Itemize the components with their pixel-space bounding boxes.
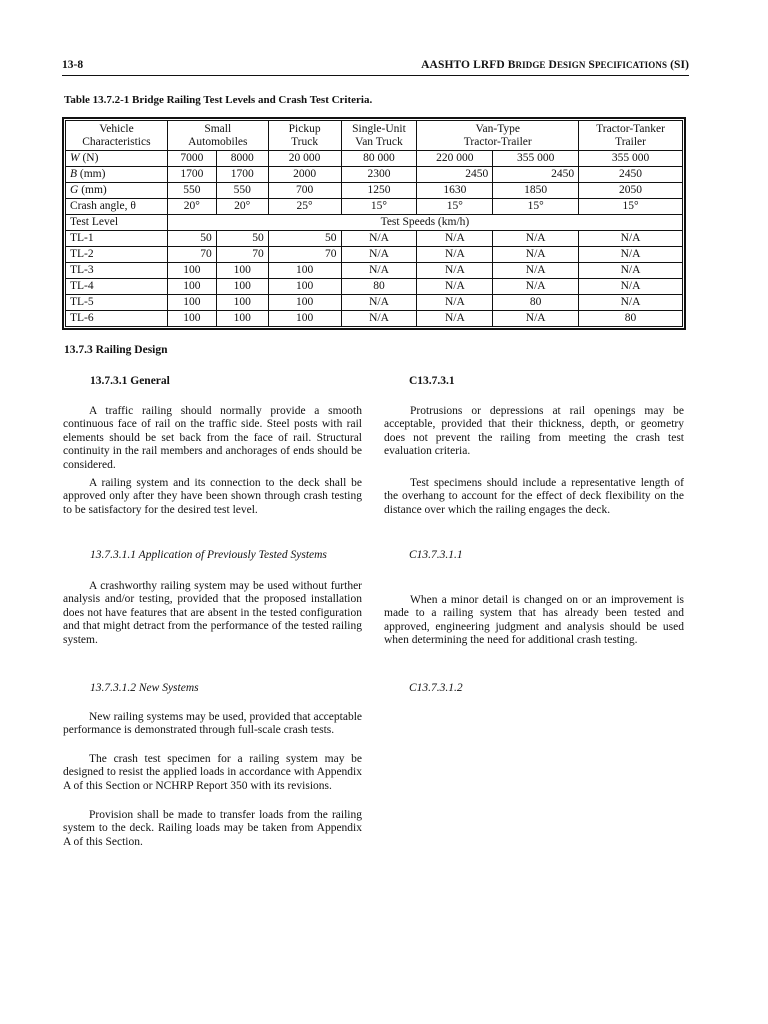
table-cell: 1850 — [493, 183, 579, 199]
paragraph: New railing systems may be used, provided that acceptable performance is demonstrated through full-scale crash tests. — [63, 711, 362, 737]
table-cell: 100 — [268, 311, 341, 327]
table-cell: 70 — [216, 247, 268, 263]
table-cell: 2300 — [341, 167, 417, 183]
table-cell: 15° — [417, 199, 493, 215]
paragraph: A traffic railing should normally provide a smooth continuous face of rail on the traffic side. Steel posts with rail elements should be set back from the face of rail. Structural continuity in the rail members and anchorages of ends should be considered. — [63, 405, 362, 471]
table-cell: 15° — [493, 199, 579, 215]
table-cell: 50 — [268, 231, 341, 247]
table-row — [66, 247, 683, 263]
symbol-text: B — [70, 168, 78, 180]
header-text: Vehicle — [99, 122, 134, 135]
table-cell: N/A — [341, 311, 417, 327]
table-cell: 550 — [216, 183, 268, 199]
paragraph: A railing system and its connection to the deck shall be approved only after they have been shown through crash testing to be satisfactory for the desired test level. — [63, 477, 362, 516]
unit-text: (mm) — [78, 184, 107, 196]
table-cell: N/A — [493, 247, 579, 263]
table-row — [66, 263, 683, 279]
commentary-paragraph: Protrusions or depressions at rail openings may be acceptable, provided that their thickness, depth, or geometry does not prevent the railing from meeting the crash test evaluation criteria. — [384, 405, 684, 458]
table-cell: 20 000 — [268, 151, 341, 167]
header-cell-small-automobiles — [167, 121, 268, 151]
table-cell: 80 — [579, 311, 683, 327]
commentary-heading-new-systems: C13.7.3.1.2 — [409, 682, 463, 694]
paragraph: Provision shall be made to transfer loads from the railing system to the deck. Railing loads may be taken from Appendix A of this Section. — [63, 809, 362, 848]
running-title-part: PECIFICATIONS — [594, 60, 668, 70]
table-row — [66, 167, 683, 183]
table-cell: N/A — [579, 295, 683, 311]
table-cell: N/A — [417, 295, 493, 311]
table-cell: 80 000 — [341, 151, 417, 167]
subsection-heading-new-systems: 13.7.3.1.2 New Systems — [90, 682, 199, 694]
table-cell: 100 — [216, 263, 268, 279]
table-cell: 8000 — [216, 151, 268, 167]
subsection-heading-previously-tested: 13.7.3.1.1 Application of Previously Tested Systems — [90, 549, 327, 561]
table-row — [66, 231, 683, 247]
test-speeds-label: Test Speeds (km/h) — [167, 215, 682, 231]
table-cell: 700 — [268, 183, 341, 199]
table-row — [66, 311, 683, 327]
table-cell: 50 — [167, 231, 216, 247]
row-label: Test Level — [66, 215, 168, 231]
subsection-heading-general: 13.7.3.1 General — [90, 375, 170, 387]
table-cell: 80 — [493, 295, 579, 311]
table-cell: 20° — [167, 199, 216, 215]
table-cell: N/A — [417, 279, 493, 295]
table-cell: 100 — [268, 279, 341, 295]
table-cell: 50 — [216, 231, 268, 247]
table-cell: N/A — [417, 231, 493, 247]
header-text: Truck — [291, 135, 319, 148]
table-cell: N/A — [493, 231, 579, 247]
commentary-paragraph: Test specimens should include a representative length of the overhang to account for the effect of deck flexibility on the distance over which the railing engages the deck. — [384, 477, 684, 516]
table-cell: 2000 — [268, 167, 341, 183]
table-cell: N/A — [341, 231, 417, 247]
table-cell: N/A — [493, 263, 579, 279]
table-cell: 2050 — [579, 183, 683, 199]
row-label: TL-5 — [66, 295, 168, 311]
table-cell: 355 000 — [493, 151, 579, 167]
running-title-part: (SI) — [667, 59, 689, 71]
symbol-text: W — [70, 152, 80, 164]
table-cell: 1700 — [167, 167, 216, 183]
page-number: 13-8 — [62, 59, 84, 71]
running-title-part: D — [545, 59, 557, 71]
table-cell: 20° — [216, 199, 268, 215]
row-label: TL-4 — [66, 279, 168, 295]
table-row — [66, 183, 683, 199]
running-title-part: AASHTO LRFD B — [421, 59, 516, 71]
paragraph: The crash test specimen for a railing system may be designed to resist the applied loads in accordance with Appendix A of this Section or NCHRP Report 350 with its revisions. — [63, 753, 362, 792]
table-cell: 15° — [579, 199, 683, 215]
table-cell: 100 — [268, 263, 341, 279]
header-text: Tractor-Trailer — [463, 135, 532, 148]
table-cell: 2450 — [579, 167, 683, 183]
header-text: Van-Type — [475, 122, 521, 135]
header-text: Trailer — [615, 135, 646, 148]
table-cell: 220 000 — [417, 151, 493, 167]
header-text: Pickup — [288, 122, 321, 135]
table-cell: N/A — [579, 263, 683, 279]
table-cell: N/A — [417, 263, 493, 279]
row-label — [66, 183, 168, 199]
paragraph: A crashworthy railing system may be used without further analysis and/or testing, provided that the proposed installation does not have features that are absent in the tested configuration and that might detract from the performance of the tested railing system. — [63, 580, 362, 646]
header-text: Characteristics — [82, 135, 151, 148]
crash-test-table — [65, 120, 683, 327]
table-cell: 1630 — [417, 183, 493, 199]
table-cell: 100 — [167, 279, 216, 295]
header-cell-van-type — [417, 121, 579, 151]
running-header — [62, 59, 689, 76]
table-cell: 100 — [167, 311, 216, 327]
crash-test-table-frame — [62, 117, 686, 330]
header-cell-single-unit — [341, 121, 417, 151]
table-cell: 2450 — [417, 167, 493, 183]
table-cell: N/A — [341, 295, 417, 311]
running-title-part: RIDGE — [515, 60, 546, 70]
header-text: Single-Unit — [352, 122, 406, 135]
unit-text: Crash angle, θ — [70, 200, 136, 212]
unit-text: (N) — [79, 152, 99, 164]
table-row — [66, 279, 683, 295]
running-title-part: S — [585, 59, 595, 71]
table-cell: N/A — [417, 311, 493, 327]
table-cell: 1700 — [216, 167, 268, 183]
header-text: Small — [204, 122, 232, 135]
row-label: TL-2 — [66, 247, 168, 263]
table-cell: 70 — [167, 247, 216, 263]
row-label — [66, 151, 168, 167]
table-cell: 100 — [216, 295, 268, 311]
commentary-heading-general: C13.7.3.1 — [409, 375, 455, 387]
header-text: Tractor-Tanker — [596, 122, 665, 135]
table-cell: 100 — [167, 263, 216, 279]
table-cell: 355 000 — [579, 151, 683, 167]
table-cell: N/A — [493, 311, 579, 327]
header-text: Automobiles — [188, 135, 248, 148]
row-label — [66, 167, 168, 183]
table-cell: N/A — [579, 247, 683, 263]
table-cell: 100 — [216, 311, 268, 327]
symbol-text: G — [70, 184, 79, 196]
table-cell: 100 — [216, 279, 268, 295]
commentary-heading-previously-tested: C13.7.3.1.1 — [409, 549, 463, 561]
table-cell: 2450 — [493, 167, 579, 183]
table-cell: N/A — [417, 247, 493, 263]
row-label: TL-3 — [66, 263, 168, 279]
header-cell-tractor-tanker — [579, 121, 683, 151]
table-cell: N/A — [493, 279, 579, 295]
table-cell: 1250 — [341, 183, 417, 199]
table-header-row — [66, 121, 683, 151]
table-cell: N/A — [579, 231, 683, 247]
table-row — [66, 215, 683, 231]
table-cell: 15° — [341, 199, 417, 215]
table-cell: N/A — [579, 279, 683, 295]
table-cell: 25° — [268, 199, 341, 215]
table-cell: N/A — [341, 263, 417, 279]
header-cell-vehicle — [66, 121, 168, 151]
table-row — [66, 151, 683, 167]
table-caption: Table 13.7.2-1 Bridge Railing Test Levels and Crash Test Criteria. — [64, 94, 373, 106]
row-label: TL-1 — [66, 231, 168, 247]
table-cell: 550 — [167, 183, 216, 199]
unit-text: (mm) — [77, 168, 106, 180]
row-label — [66, 199, 168, 215]
header-text: Van Truck — [355, 135, 403, 148]
row-label: TL-6 — [66, 311, 168, 327]
running-title-part: ESIGN — [556, 60, 586, 70]
table-cell: 70 — [268, 247, 341, 263]
table-row — [66, 295, 683, 311]
table-cell: 100 — [268, 295, 341, 311]
table-cell: 7000 — [167, 151, 216, 167]
header-cell-pickup-truck — [268, 121, 341, 151]
commentary-paragraph: When a minor detail is changed on or an improvement is made to a railing system that has already been tested and approved, engineering judgment and analysis should be used when determining the need for additional crash testing. — [384, 594, 684, 647]
table-cell: N/A — [341, 247, 417, 263]
table-cell: 100 — [167, 295, 216, 311]
section-title: 13.7.3 Railing Design — [64, 344, 168, 356]
running-title — [421, 59, 689, 71]
table-cell: 80 — [341, 279, 417, 295]
table-row — [66, 199, 683, 215]
